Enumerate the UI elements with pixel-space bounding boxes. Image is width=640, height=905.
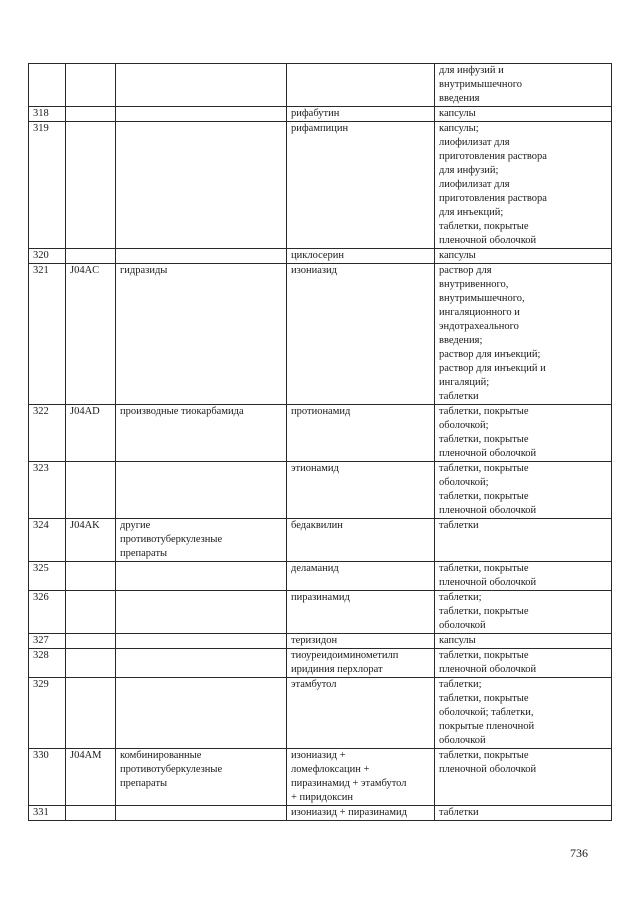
cell-text-line: производные тиокарбамида bbox=[120, 406, 244, 417]
cell-text-line: покрытые пленочной bbox=[439, 721, 535, 732]
cell-text: 327 bbox=[33, 635, 49, 646]
cell-text: J04AM bbox=[70, 750, 102, 761]
atc-code-cell bbox=[66, 562, 116, 591]
atc-code-cell bbox=[66, 264, 116, 405]
cell-text: 320 bbox=[33, 250, 49, 261]
drug-name-cell bbox=[287, 122, 435, 249]
dosage-form-cell bbox=[435, 562, 612, 591]
cell-text: 319 bbox=[33, 123, 49, 134]
row-number-cell bbox=[29, 749, 66, 806]
cell-text-line: противотуберкулезные bbox=[120, 534, 223, 545]
cell-text-line: таблетки bbox=[439, 807, 479, 818]
cell-text-line: капсулы bbox=[439, 108, 476, 119]
table-row bbox=[29, 249, 612, 264]
cell-text-line: раствор для bbox=[439, 265, 492, 276]
cell-text-line: оболочкой bbox=[439, 735, 486, 746]
group-name-cell bbox=[116, 264, 287, 405]
cell-text-line: оболочкой; bbox=[439, 420, 489, 431]
cell-text-line: таблетки; bbox=[439, 592, 482, 603]
cell-text-line: пленочной оболочкой bbox=[439, 235, 537, 246]
row-number-cell bbox=[29, 462, 66, 519]
drug-name-cell bbox=[287, 64, 435, 107]
cell-text-line: пленочной оболочкой bbox=[439, 764, 537, 775]
cell-text-line: рифампицин bbox=[291, 123, 349, 134]
group-name-cell bbox=[116, 591, 287, 634]
cell-text: 328 bbox=[33, 650, 49, 661]
row-number-cell bbox=[29, 405, 66, 462]
table-row bbox=[29, 678, 612, 749]
cell-text-line: для инъекций; bbox=[439, 207, 504, 218]
row-number-cell bbox=[29, 678, 66, 749]
row-number-cell bbox=[29, 249, 66, 264]
cell-text-line: таблетки, покрытые bbox=[439, 406, 529, 417]
cell-text-line: оболочкой; таблетки, bbox=[439, 707, 534, 718]
group-name-cell bbox=[116, 107, 287, 122]
drug-name-cell bbox=[287, 749, 435, 806]
cell-text-line: оболочкой; bbox=[439, 477, 489, 488]
atc-code-cell bbox=[66, 122, 116, 249]
cell-text-line: другие bbox=[120, 520, 151, 531]
dosage-form-cell bbox=[435, 64, 612, 107]
dosage-form-cell bbox=[435, 462, 612, 519]
medication-table bbox=[28, 63, 612, 821]
cell-text-line: противотуберкулезные bbox=[120, 764, 223, 775]
dosage-form-cell bbox=[435, 264, 612, 405]
dosage-form-cell bbox=[435, 405, 612, 462]
cell-text-line: комбинированные bbox=[120, 750, 202, 761]
cell-text-line: изониазид bbox=[291, 265, 337, 276]
dosage-form-cell bbox=[435, 649, 612, 678]
cell-text-line: раствор для инъекций; bbox=[439, 349, 541, 360]
cell-text-line: эндотрахеального bbox=[439, 321, 519, 332]
cell-text-line: таблетки, покрытые bbox=[439, 750, 529, 761]
drug-name-cell bbox=[287, 462, 435, 519]
cell-text-line: таблетки, покрытые bbox=[439, 563, 529, 574]
cell-text-line: этионамид bbox=[291, 463, 339, 474]
drug-name-cell bbox=[287, 107, 435, 122]
cell-text-line: иридиния перхлорат bbox=[291, 664, 383, 675]
cell-text-line: ингаляционного и bbox=[439, 307, 520, 318]
group-name-cell bbox=[116, 678, 287, 749]
cell-text-line: таблетки bbox=[439, 391, 479, 402]
table-row bbox=[29, 519, 612, 562]
atc-code-cell bbox=[66, 591, 116, 634]
cell-text: 324 bbox=[33, 520, 49, 531]
table-row bbox=[29, 749, 612, 806]
cell-text-line: таблетки, покрытые bbox=[439, 606, 529, 617]
row-number-cell bbox=[29, 64, 66, 107]
group-name-cell bbox=[116, 249, 287, 264]
atc-code-cell bbox=[66, 649, 116, 678]
drug-name-cell bbox=[287, 405, 435, 462]
cell-text-line: ломефлоксацин + bbox=[291, 764, 370, 775]
cell-text-line: изониазид + bbox=[291, 750, 346, 761]
cell-text: 329 bbox=[33, 679, 49, 690]
cell-text-line: лиофилизат для bbox=[439, 179, 510, 190]
cell-text-line: лиофилизат для bbox=[439, 137, 510, 148]
cell-text-line: пленочной оболочкой bbox=[439, 577, 537, 588]
cell-text: 331 bbox=[33, 807, 49, 818]
drug-name-cell bbox=[287, 519, 435, 562]
cell-text: J04AK bbox=[70, 520, 100, 531]
drug-name-cell bbox=[287, 591, 435, 634]
cell-text-line: раствор для инъекций и bbox=[439, 363, 546, 374]
group-name-cell bbox=[116, 405, 287, 462]
row-number-cell bbox=[29, 562, 66, 591]
cell-text-line: таблетки, покрытые bbox=[439, 463, 529, 474]
row-number-cell bbox=[29, 107, 66, 122]
cell-text-line: таблетки, покрытые bbox=[439, 693, 529, 704]
cell-text: 318 bbox=[33, 108, 49, 119]
cell-text-line: капсулы bbox=[439, 250, 476, 261]
row-number-cell bbox=[29, 634, 66, 649]
row-number-cell bbox=[29, 649, 66, 678]
drug-name-cell bbox=[287, 264, 435, 405]
cell-text: 326 bbox=[33, 592, 49, 603]
cell-text-line: рифабутин bbox=[291, 108, 340, 119]
cell-text-line: пиразинамид + этамбутол bbox=[291, 778, 407, 789]
cell-text: 322 bbox=[33, 406, 49, 417]
atc-code-cell bbox=[66, 405, 116, 462]
cell-text-line: капсулы; bbox=[439, 123, 479, 134]
cell-text-line: деламанид bbox=[291, 563, 339, 574]
row-number-cell bbox=[29, 806, 66, 821]
cell-text-line: пленочной оболочкой bbox=[439, 448, 537, 459]
drug-name-cell bbox=[287, 649, 435, 678]
drug-name-cell bbox=[287, 678, 435, 749]
dosage-form-cell bbox=[435, 678, 612, 749]
dosage-form-cell bbox=[435, 122, 612, 249]
cell-text: J04AD bbox=[70, 406, 100, 417]
cell-text-line: тиоуреидоиминометилп bbox=[291, 650, 399, 661]
dosage-form-cell bbox=[435, 249, 612, 264]
drug-name-cell bbox=[287, 806, 435, 821]
atc-code-cell bbox=[66, 249, 116, 264]
table-row bbox=[29, 122, 612, 249]
cell-text-line: таблетки, покрытые bbox=[439, 434, 529, 445]
cell-text-line: приготовления раствора bbox=[439, 151, 547, 162]
cell-text: 325 bbox=[33, 563, 49, 574]
group-name-cell bbox=[116, 562, 287, 591]
cell-text-line: изониазид + пиразинамид bbox=[291, 807, 407, 818]
cell-text-line: ингаляций; bbox=[439, 377, 490, 388]
cell-text-line: пленочной оболочкой bbox=[439, 664, 537, 675]
dosage-form-cell bbox=[435, 806, 612, 821]
group-name-cell bbox=[116, 519, 287, 562]
cell-text-line: для инфузий; bbox=[439, 165, 499, 176]
group-name-cell bbox=[116, 749, 287, 806]
cell-text-line: бедаквилин bbox=[291, 520, 343, 531]
cell-text-line: для инфузий и bbox=[439, 65, 504, 76]
group-name-cell bbox=[116, 122, 287, 249]
dosage-form-cell bbox=[435, 634, 612, 649]
dosage-form-cell bbox=[435, 107, 612, 122]
group-name-cell bbox=[116, 649, 287, 678]
dosage-form-cell bbox=[435, 591, 612, 634]
cell-text-line: внутривенного, bbox=[439, 279, 509, 290]
cell-text-line: таблетки, покрытые bbox=[439, 221, 529, 232]
cell-text-line: таблетки, покрытые bbox=[439, 491, 529, 502]
atc-code-cell bbox=[66, 806, 116, 821]
table-row bbox=[29, 562, 612, 591]
cell-text-line: препараты bbox=[120, 548, 168, 559]
table-row bbox=[29, 64, 612, 107]
cell-text-line: таблетки, покрытые bbox=[439, 650, 529, 661]
cell-text: 323 bbox=[33, 463, 49, 474]
cell-text-line: гидразиды bbox=[120, 265, 168, 276]
cell-text-line: циклосерин bbox=[291, 250, 345, 261]
atc-code-cell bbox=[66, 462, 116, 519]
row-number-cell bbox=[29, 122, 66, 249]
table-row bbox=[29, 405, 612, 462]
drug-name-cell bbox=[287, 562, 435, 591]
drug-name-cell bbox=[287, 249, 435, 264]
cell-text-line: пленочной оболочкой bbox=[439, 505, 537, 516]
cell-text-line: введения bbox=[439, 93, 480, 104]
cell-text-line: капсулы bbox=[439, 635, 476, 646]
table-row bbox=[29, 462, 612, 519]
cell-text-line: препараты bbox=[120, 778, 168, 789]
table-row bbox=[29, 107, 612, 122]
group-name-cell bbox=[116, 634, 287, 649]
cell-text-line: таблетки; bbox=[439, 679, 482, 690]
table-body bbox=[29, 64, 612, 821]
cell-text-line: пиразинамид bbox=[291, 592, 350, 603]
cell-text-line: внутримышечного bbox=[439, 79, 523, 90]
cell-text-line: оболочкой bbox=[439, 620, 486, 631]
group-name-cell bbox=[116, 806, 287, 821]
cell-text: 321 bbox=[33, 265, 49, 276]
row-number-cell bbox=[29, 264, 66, 405]
group-name-cell bbox=[116, 64, 287, 107]
cell-text-line: теризидон bbox=[291, 635, 338, 646]
cell-text-line: + пиридоксин bbox=[291, 792, 353, 803]
cell-text-line: внутримышечного, bbox=[439, 293, 525, 304]
dosage-form-cell bbox=[435, 749, 612, 806]
cell-text-line: этамбутол bbox=[291, 679, 337, 690]
row-number-cell bbox=[29, 591, 66, 634]
group-name-cell bbox=[116, 462, 287, 519]
atc-code-cell bbox=[66, 107, 116, 122]
atc-code-cell bbox=[66, 64, 116, 107]
cell-text: J04AC bbox=[70, 265, 100, 276]
drug-name-cell bbox=[287, 634, 435, 649]
atc-code-cell bbox=[66, 519, 116, 562]
cell-text-line: протионамид bbox=[291, 406, 351, 417]
cell-text-line: введения; bbox=[439, 335, 483, 346]
page-number: 736 bbox=[570, 846, 588, 860]
cell-text-line: приготовления раствора bbox=[439, 193, 547, 204]
table-row bbox=[29, 806, 612, 821]
cell-text-line: таблетки bbox=[439, 520, 479, 531]
atc-code-cell bbox=[66, 634, 116, 649]
cell-text: 330 bbox=[33, 750, 49, 761]
table-row bbox=[29, 634, 612, 649]
atc-code-cell bbox=[66, 678, 116, 749]
atc-code-cell bbox=[66, 749, 116, 806]
row-number-cell bbox=[29, 519, 66, 562]
table-row bbox=[29, 591, 612, 634]
table-row bbox=[29, 264, 612, 405]
table-row bbox=[29, 649, 612, 678]
dosage-form-cell bbox=[435, 519, 612, 562]
